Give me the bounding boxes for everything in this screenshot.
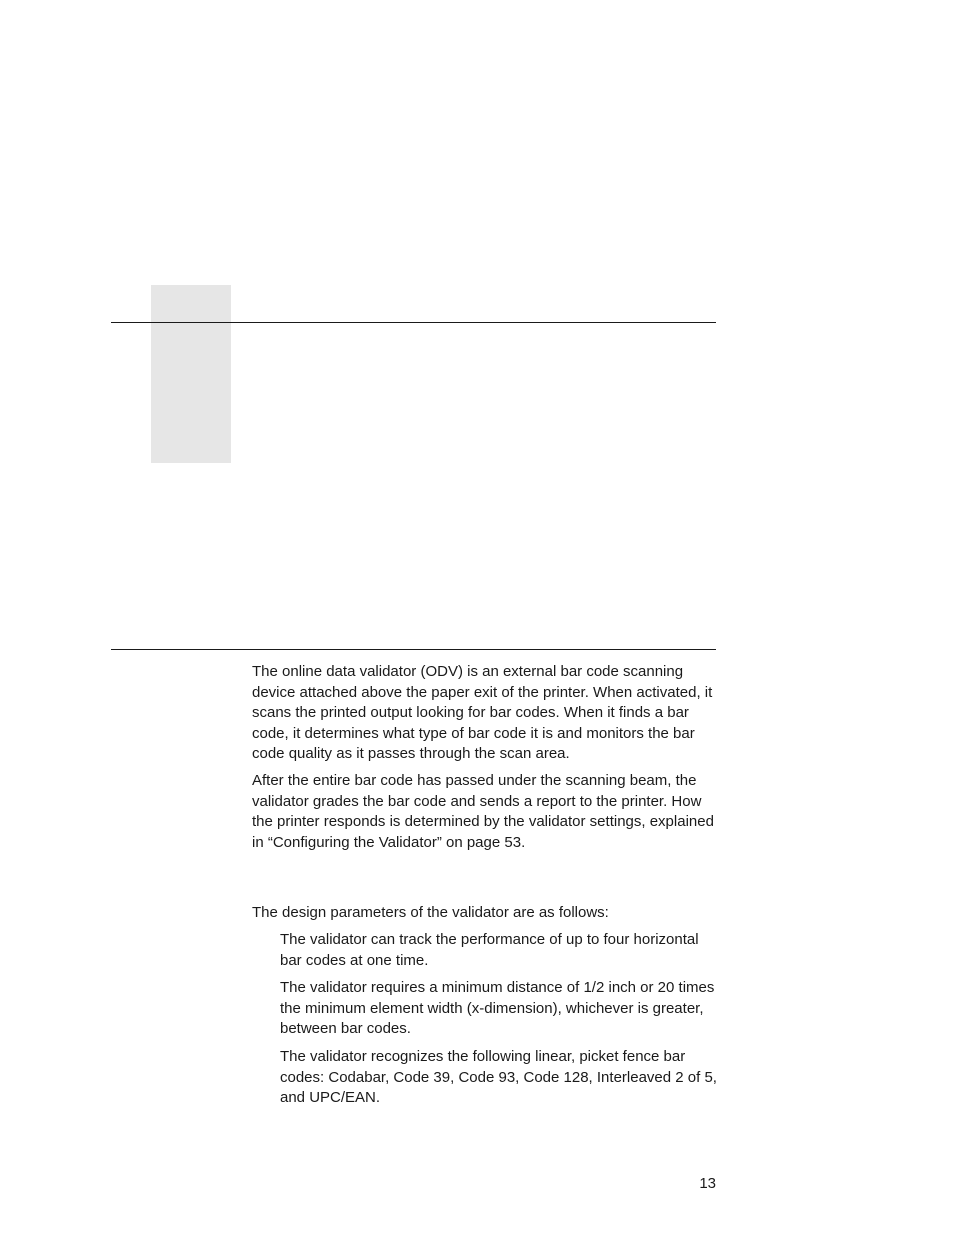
section-rule xyxy=(111,649,716,650)
list-item: The validator recognizes the following linear, picket fence bar codes: Codabar, Code 39, Code 93, Code 128, Interleaved 2 of 5, and UPC/EAN. xyxy=(280,1048,717,1106)
design-parameters-intro: The design parameters of the validator are as follows: xyxy=(252,904,609,921)
list-item: The validator requires a minimum distance of 1/2 inch or 20 times the minimum element width (x-dimension), whichever is greater, between bar codes. xyxy=(280,979,715,1037)
chapter-top-rule xyxy=(111,322,716,323)
chapter-tab xyxy=(151,285,231,463)
list-item: The validator can track the performance of up to four horizontal bar codes at one time. xyxy=(280,931,699,969)
grading-paragraph: After the entire bar code has passed under the scanning beam, the validator grades the bar code and sends a report to the printer. How the printer responds is determined by the validator settings, explained in “Configuring the Validator” on page 53. xyxy=(252,772,714,851)
page-number: 13 xyxy=(699,1175,716,1192)
intro-paragraph: The online data validator (ODV) is an external bar code scanning device attached above the paper exit of the printer. When activated, it scans the printed output looking for bar codes. When it finds a bar code, it determines what type of bar code it is and monitors the bar code quality as it passes through the scan area. xyxy=(252,663,713,762)
